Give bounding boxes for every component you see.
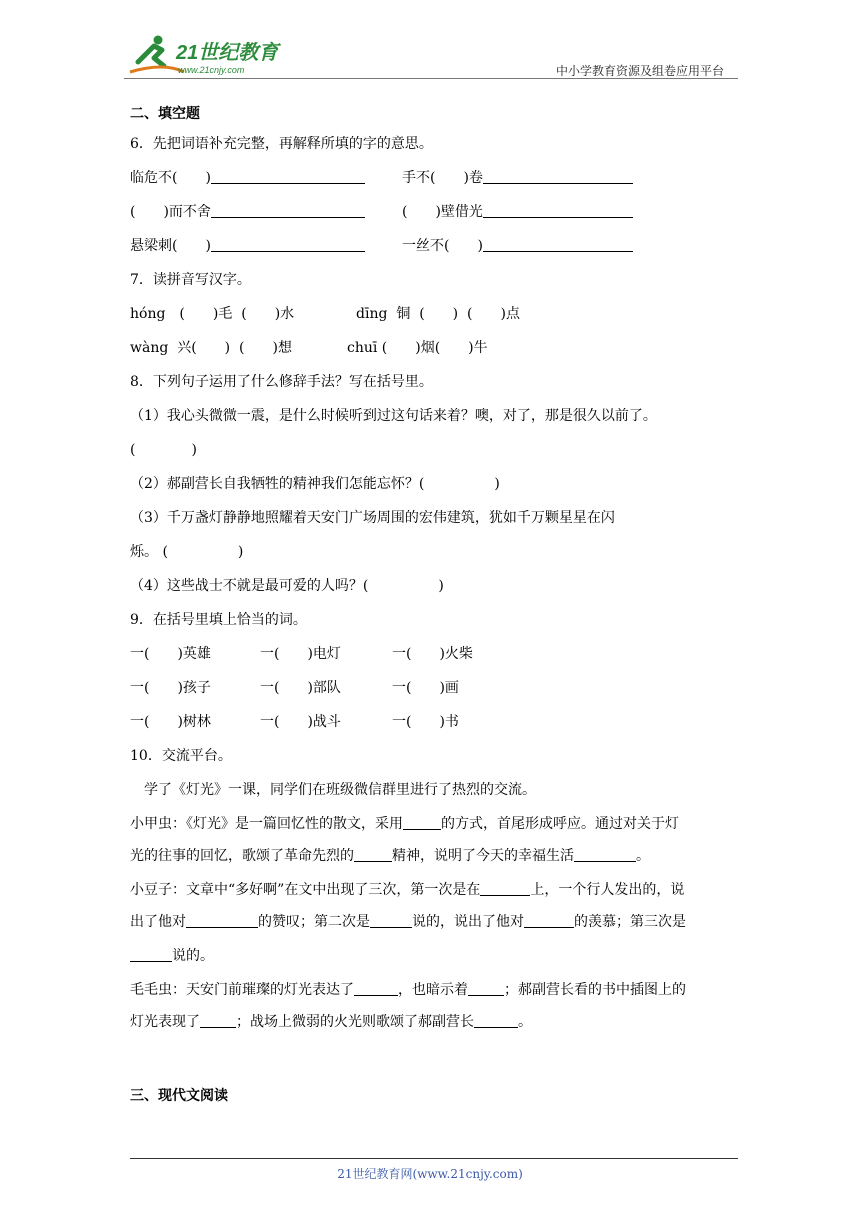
q9-cell: 一( )火柴 [392,646,473,662]
text: 小豆子：文章中“多好啊”在文中出现了三次，第一次是在 [130,882,481,898]
section-title: 二、填空题 [130,106,200,122]
q10-intro: 学了《灯光》一课，同学们在班级微信群里进行了热烈的交流。 [130,782,536,798]
q7-line-1a: hóng ( )毛 ( )水 [130,306,295,322]
logo-text: 21世纪教育 [176,42,279,64]
q9-cell: 一( )英雄 [130,646,211,662]
answer-blank[interactable] [524,913,574,928]
text: ；郝副营长看的书中插图上的 [504,982,686,998]
text: 灯光表现了 [130,1014,200,1030]
q6-row-3b [402,236,633,256]
answer-blank[interactable] [574,847,636,862]
q7-line-1b: dīng 铜 ( ) ( )点 [356,306,520,322]
q10-paragraph-1b [130,846,650,866]
answer-blank[interactable] [200,1013,236,1028]
text: 出了他对 [130,914,186,930]
answer-blank[interactable] [483,169,633,184]
q9-cell: 一( )战斗 [260,714,341,730]
answer-blank[interactable] [483,203,633,218]
answer-blank[interactable] [483,237,633,252]
q10-paragraph-2a [130,880,684,900]
answer-blank[interactable] [211,203,365,218]
text: 。 [636,848,650,864]
q6-item: 手不( )卷 [402,170,483,186]
q6-item: 临危不( ) [130,170,211,186]
q9-cell: 一( )树林 [130,714,211,730]
text: 毛毛虫：天安门前璀璨的灯光表达了 [130,982,354,998]
text: 说的。 [172,948,214,964]
q9-cell: 一( )部队 [260,680,341,696]
answer-blank[interactable] [354,981,398,996]
question-10-stem: 10．交流平台。 [130,748,232,764]
page-header [124,28,738,76]
q6-item: ( )壁借光 [402,204,483,220]
question-8-stem: 8．下列句子运用了什么修辞手法？写在括号里。 [130,374,433,390]
footer-divider [130,1158,738,1159]
header-platform-name: 中小学教育资源及组卷应用平台 [555,64,724,78]
q6-row-2 [130,202,365,222]
text: 光的往事的回忆，歌颂了革命先烈的 [130,848,354,864]
q8-sentence-4: （4）这些战士不就是最可爱的人吗？( ) [130,578,444,594]
answer-blank[interactable] [211,237,365,252]
text: 小甲虫：《灯光》是一篇回忆性的散文，采用 [130,816,403,832]
q9-cell: 一( )画 [392,680,459,696]
q9-cell: 一( )电灯 [260,646,341,662]
answer-blank[interactable] [211,169,365,184]
footer-link[interactable]: 21世纪教育网(www.21cnjy.com) [337,1167,523,1181]
text: 的方式，首尾形成呼应。通过对关于灯 [441,816,679,832]
text: 的羡慕；第三次是 [574,914,686,930]
q7-line-2b: chuī ( )烟( )牛 [347,340,488,356]
q6-row-2b [402,202,633,222]
q6-item: 悬梁刺( ) [130,238,211,254]
q10-paragraph-2c [130,946,214,966]
text: 上，一个行人发出的，说 [530,882,685,898]
q6-row-3 [130,236,365,256]
section-title: 三、现代文阅读 [130,1088,228,1104]
q10-paragraph-3b [130,1012,532,1032]
q8-sentence-3a: （3）千万盏灯静静地照耀着天安门广场周围的宏伟建筑，犹如千万颗星星在闪 [130,510,615,526]
question-7-stem: 7．读拼音写汉字。 [130,272,251,288]
q8-sentence-3b: 烁。 ( ) [130,544,244,560]
text: 的赞叹；第二次是 [258,914,370,930]
q8-sentence-1: （1）我心头微微一震，是什么时候听到过这句话来着？噢，对了，那是很久以前了。 [130,408,657,424]
q6-row-1b [402,168,633,188]
q10-paragraph-3a [130,980,686,1000]
text: 精神，说明了今天的幸福生活 [392,848,574,864]
logo-sub: www.21cnjy.com [178,65,245,75]
answer-blank[interactable] [130,947,172,962]
question-9-stem: 9．在括号里填上恰当的词。 [130,612,307,628]
text: 。 [518,1014,532,1030]
q9-cell: 一( )书 [392,714,459,730]
q6-item: ( )而不舍 [130,204,211,220]
q10-paragraph-1a [130,814,679,834]
text: ，也暗示着 [398,982,468,998]
answer-blank[interactable] [468,981,504,996]
q8-sentence-2: （2）郝副营长自我牺牲的精神我们怎能忘怀？( ) [130,476,500,492]
logo [124,32,294,78]
answer-blank[interactable] [403,815,441,830]
answer-blank[interactable] [370,913,412,928]
q10-paragraph-2b [130,912,686,932]
q6-row-1 [130,168,365,188]
q9-cell: 一( )孩子 [130,680,211,696]
answer-blank[interactable] [474,1013,518,1028]
text: ；战场上微弱的火光则歌颂了郝副营长 [236,1014,474,1030]
answer-blank[interactable] [480,881,530,896]
q8-answer-1: ( ) [130,442,197,458]
logo-graphic [124,32,294,78]
text: 说的，说出了他对 [412,914,524,930]
answer-blank[interactable] [186,913,258,928]
question-6-stem: 6．先把词语补充完整，再解释所填的字的意思。 [130,136,433,152]
q7-line-2a: wàng 兴( ) ( )想 [130,340,292,356]
answer-blank[interactable] [354,847,392,862]
header-divider [124,78,738,79]
q6-item: 一丝不( ) [402,238,483,254]
